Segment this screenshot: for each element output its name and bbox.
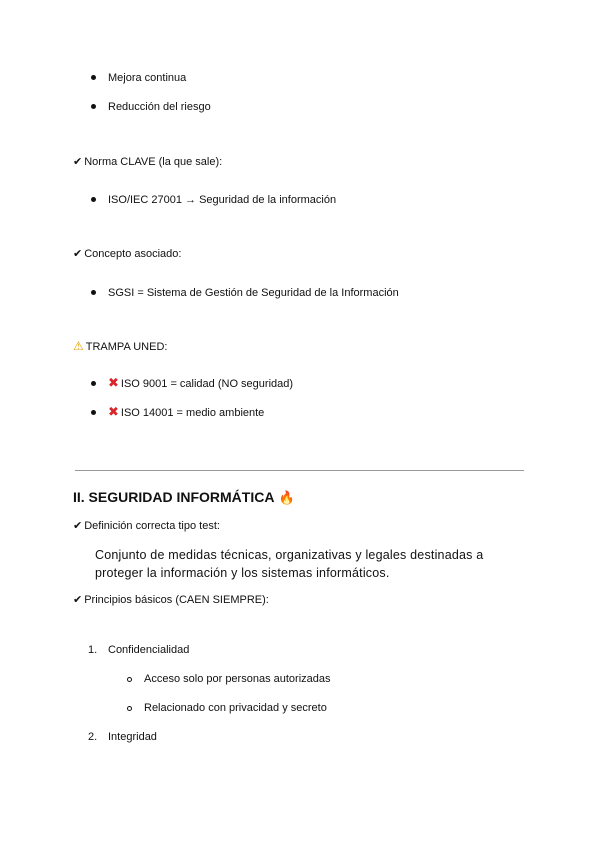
list-bullet [91,75,96,80]
principios-label-line [73,593,269,606]
list-item: Reducción del riesgo [108,101,211,113]
check-mark-icon: ✔ [73,155,83,168]
list-item-text: ISO 9001 = calidad (NO seguridad) [120,378,294,390]
concepto-label-line [73,247,181,260]
list-item: ISO/IEC 27001 → Seguridad de la información [108,194,337,206]
definicion-quote: Conjunto de medidas técnicas, organizativas y legales destinadas a proteger la información y los sistemas informáticos. [95,548,484,580]
norma-label: Norma CLAVE (la que sale): [84,156,223,168]
list-bullet [91,410,96,415]
sub-list-bullet [127,706,132,711]
list-item-text: ISO 14001 = medio ambiente [120,407,265,419]
list-item [108,405,264,420]
concepto-label: Concepto asociado: [84,248,182,260]
cross-mark-icon: ✖ [108,405,119,420]
list-item: Mejora continua [108,72,187,84]
section-heading [73,489,295,506]
ordered-list-number: 2. [88,731,98,743]
fire-icon: 🔥 [278,491,295,506]
principio-name: Confidencialidad [108,644,190,656]
check-mark-icon: ✔ [73,247,83,260]
definicion-label-line [73,519,220,532]
cross-mark-icon: ✖ [108,376,119,391]
sub-list-bullet [127,677,132,682]
check-mark-icon: ✔ [73,593,83,606]
sub-list-item: Acceso solo por personas autorizadas [144,673,331,685]
sub-list-item: Relacionado con privacidad y secreto [144,702,327,714]
norma-label-line [73,155,222,168]
trampa-label: TRAMPA UNED: [85,341,168,353]
section-title: II. SEGURIDAD INFORMÁTICA [73,489,275,505]
trampa-label-line [73,339,167,353]
principio-name: Integridad [108,731,157,743]
warning-icon: ⚠ [73,339,84,353]
horizontal-divider [75,470,524,471]
ordered-list-number: 1. [88,644,98,656]
principios-label: Principios básicos (CAEN SIEMPRE): [84,594,269,606]
list-bullet [91,197,96,202]
list-item [108,376,293,391]
list-item: SGSI = Sistema de Gestión de Seguridad de la Información [108,287,399,299]
definicion-label: Definición correcta tipo test: [84,520,220,532]
list-bullet [91,104,96,109]
check-mark-icon: ✔ [73,519,83,532]
list-bullet [91,290,96,295]
list-bullet [91,381,96,386]
